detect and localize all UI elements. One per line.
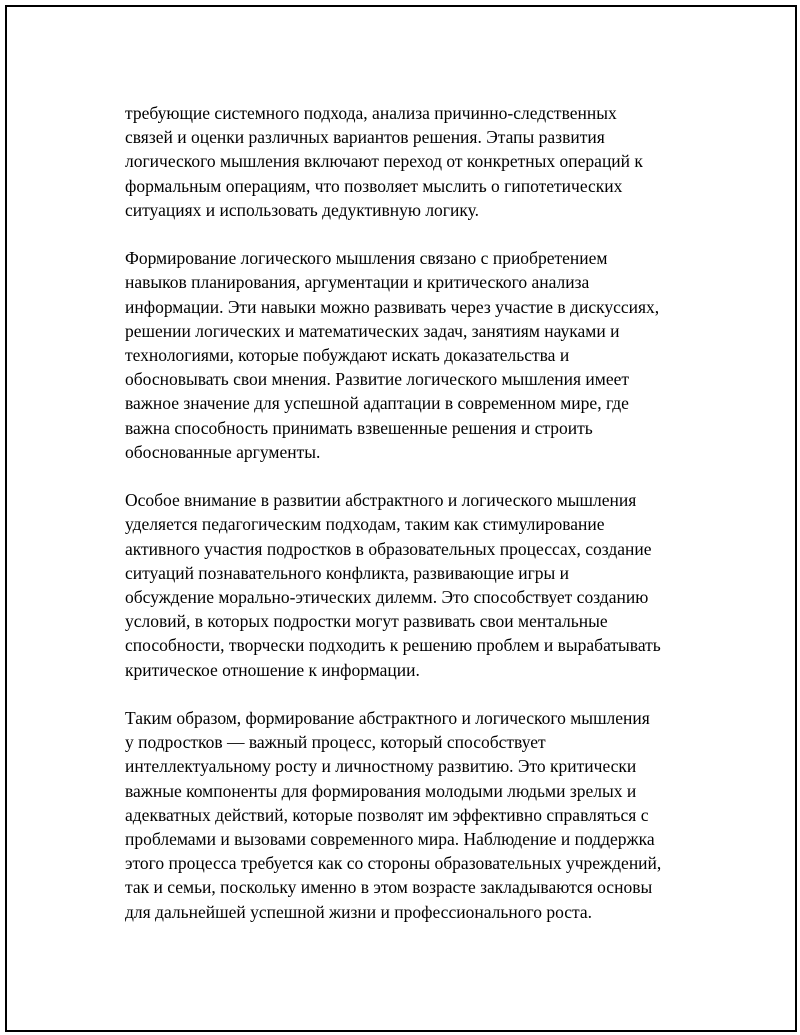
text-line: решении логических и математических задач, занятиям науками и bbox=[125, 320, 620, 341]
text-line: связей и оценки различных вариантов решения. Этапы развития bbox=[125, 127, 605, 148]
text-line: проблемами и вызовами современного мира. Наблюдение и поддержка bbox=[125, 829, 655, 850]
text-line: обоснованные аргументы. bbox=[125, 441, 321, 462]
text-line: критическое отношение к информации. bbox=[125, 659, 420, 680]
paragraph-2 bbox=[125, 246, 705, 464]
text-line: формальным операциям, что позволяет мыслить о гипотетических bbox=[125, 175, 623, 196]
text-line: обосновывать свои мнения. Развитие логического мышления имеет bbox=[125, 369, 630, 390]
text-line: у подростков — важный процесс, который способствует bbox=[125, 732, 546, 753]
text-line: логического мышления включают переход от конкретных операций к bbox=[125, 151, 643, 172]
text-line: уделяется педагогическим подходам, таким как стимулирование bbox=[125, 514, 605, 535]
text-line: важные компоненты для формирования молодыми людьми зрелых и bbox=[125, 780, 637, 801]
text-line: для дальнейшей успешной жизни и профессионального роста. bbox=[125, 901, 593, 922]
text-line: ситуациях и использовать дедуктивную логику. bbox=[125, 199, 479, 220]
text-line: важна способность принимать взвешенные решения и строить bbox=[125, 417, 593, 438]
text-line: информации. Эти навыки можно развивать через участие в дискуссиях, bbox=[125, 296, 660, 317]
text-line: навыков планирования, аргументации и критического анализа bbox=[125, 272, 590, 293]
text-line: способности, творчески подходить к решению проблем и вырабатывать bbox=[125, 635, 661, 656]
text-line: требующие системного подхода, анализа причинно-следственных bbox=[125, 103, 617, 123]
text-line: этого процесса требуется как со стороны образовательных учреждений, bbox=[125, 853, 662, 874]
text-line: ситуаций познавательного конфликта, развивающие игры и bbox=[125, 562, 570, 583]
text-line: обсуждение морально-этических дилемм. Это способствует созданию bbox=[125, 587, 649, 608]
text-line: Таким образом, формирование абстрактного и логического мышления bbox=[125, 708, 650, 729]
paragraph-3 bbox=[125, 488, 705, 682]
text-line: условий, в которых подростки могут развивать свои ментальные bbox=[125, 611, 608, 632]
text-line: активного участия подростков в образовательных процессах, создание bbox=[125, 538, 652, 559]
text-line: интеллектуальному росту и личностному развитию. Это критически bbox=[125, 756, 637, 777]
paragraph-4 bbox=[125, 706, 705, 924]
page-frame bbox=[5, 5, 797, 1032]
paragraph-1 bbox=[125, 101, 705, 222]
text-line: так и семьи, поскольку именно в этом возрасте закладываются основы bbox=[125, 877, 653, 898]
text-line: технологиями, которые побуждают искать доказательства и bbox=[125, 345, 570, 366]
text-line: Особое внимание в развитии абстрактного и логического мышления bbox=[125, 490, 637, 511]
text-line: адекватных действий, которые позволят им эффективно справляться с bbox=[125, 804, 649, 825]
document-body bbox=[125, 101, 705, 948]
text-line: важное значение для успешной адаптации в современном мире, где bbox=[125, 393, 629, 414]
text-line: Формирование логического мышления связано с приобретением bbox=[125, 248, 608, 269]
